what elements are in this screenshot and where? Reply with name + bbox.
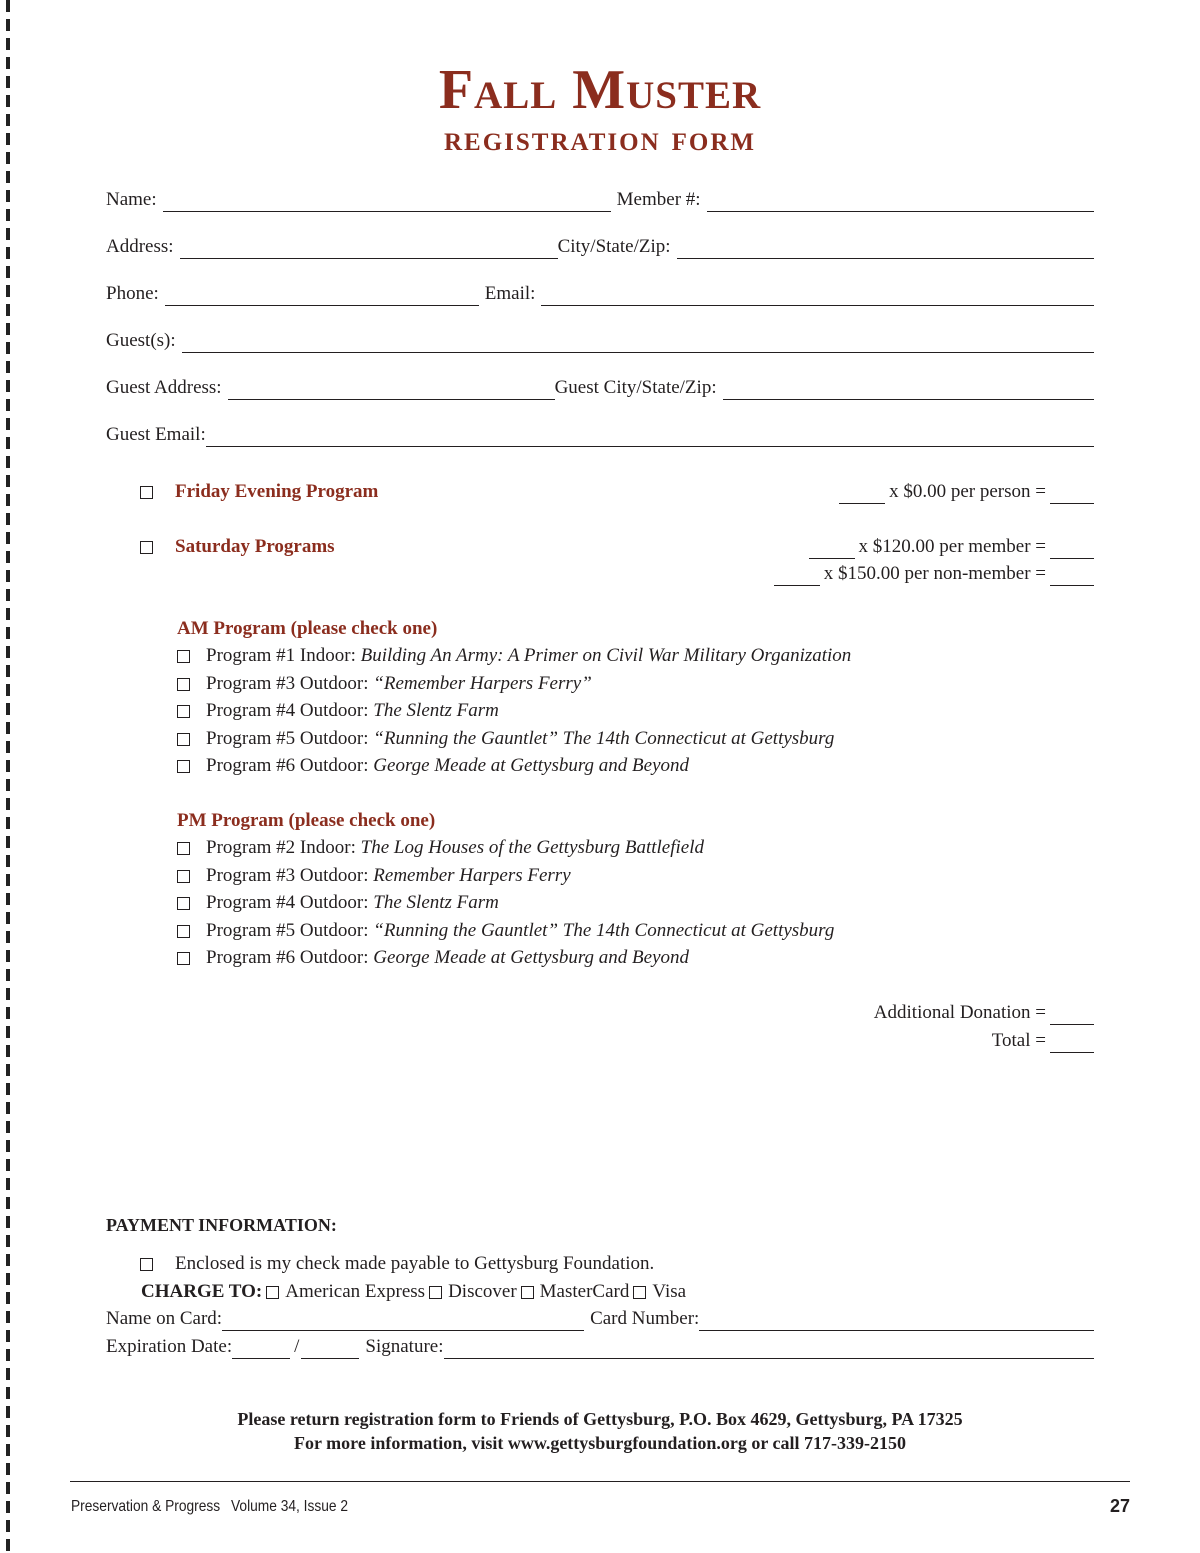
am-program-item: [177, 699, 499, 723]
am-program-title: The Slentz Farm: [373, 700, 499, 721]
guest-address-field[interactable]: [228, 382, 555, 400]
city-field[interactable]: [677, 241, 1094, 259]
donation-label: Additional Donation =: [873, 1002, 1046, 1023]
guests-row: [106, 327, 1094, 353]
am-program-title: “Remember Harpers Ferry”: [373, 673, 592, 694]
visa-label: Visa: [652, 1281, 687, 1302]
pm-program-checkbox[interactable]: [177, 842, 190, 855]
pm-program-item: [177, 891, 499, 915]
total-row: [992, 1029, 1094, 1053]
phone-label: Phone:: [106, 283, 159, 304]
address-field[interactable]: [180, 241, 558, 259]
address-row: [106, 233, 1094, 259]
pm-program-title: The Log Houses of the Gettysburg Battlefield: [360, 837, 704, 858]
more-info: For more information, visit www.gettysburgfoundation.org or call 717-339-2150: [294, 1433, 906, 1453]
discover-checkbox[interactable]: [429, 1286, 442, 1299]
member-label: Member #:: [616, 189, 701, 210]
am-program-prefix: Program #4 Outdoor:: [206, 700, 369, 721]
am-program-prefix: Program #5 Outdoor:: [206, 728, 369, 749]
visa-checkbox[interactable]: [633, 1286, 646, 1299]
name-label: Name:: [106, 189, 157, 210]
am-program-prefix: Program #3 Outdoor:: [206, 673, 369, 694]
pm-program-heading: PM Program (please check one): [177, 810, 436, 831]
friday-amount-field[interactable]: [1050, 486, 1094, 504]
saturday-checkbox[interactable]: [140, 541, 153, 554]
friday-option: [140, 480, 378, 504]
expiration-label: Expiration Date:: [106, 1336, 233, 1357]
member-field[interactable]: [707, 194, 1094, 212]
am-program-item: [177, 727, 834, 751]
expiration-year-field[interactable]: [301, 1341, 359, 1359]
am-program-item: [177, 754, 689, 778]
card-number-label: Card Number:: [590, 1308, 700, 1329]
am-program-title: Building An Army: A Primer on Civil War Military Organization: [360, 645, 852, 666]
signature-label: Signature:: [365, 1336, 444, 1357]
am-program-checkbox[interactable]: [177, 760, 190, 773]
name-field[interactable]: [163, 194, 611, 212]
saturday-member-qty-field[interactable]: [809, 541, 855, 559]
check-label: Enclosed is my check made payable to Gettysburg Foundation.: [175, 1253, 655, 1274]
city-label: City/State/Zip:: [557, 236, 671, 257]
am-program-checkbox[interactable]: [177, 650, 190, 663]
saturday-option: [140, 535, 335, 559]
name-row: [106, 186, 1094, 212]
friday-qty-field[interactable]: [839, 486, 885, 504]
card-number-field[interactable]: [699, 1313, 1094, 1331]
donation-row: [874, 1001, 1094, 1025]
saturday-member-price-row: [809, 535, 1094, 559]
return-address: Please return registration form to Friends of Gettysburg, P.O. Box 4629, Gettysburg, PA 17325: [237, 1409, 963, 1429]
footer-rule: [70, 1481, 1130, 1482]
card-row: [106, 1305, 1094, 1331]
pm-program-item: [177, 864, 571, 888]
phone-field[interactable]: [165, 288, 479, 306]
mastercard-checkbox[interactable]: [521, 1286, 534, 1299]
charge-row: [141, 1280, 686, 1304]
expiration-row: [106, 1333, 1094, 1359]
saturday-nonmember-price-label: x $150.00 per non-member =: [823, 563, 1046, 584]
guest-address-row: [106, 374, 1094, 400]
pm-program-title: The Slentz Farm: [373, 892, 499, 913]
check-option: [140, 1252, 654, 1276]
total-field[interactable]: [1050, 1035, 1094, 1053]
pm-program-title: “Running the Gauntlet” The 14th Connecticut at Gettysburg: [373, 920, 835, 941]
guest-address-label: Guest Address:: [106, 377, 222, 398]
am-program-checkbox[interactable]: [177, 733, 190, 746]
friday-price-row: [839, 480, 1094, 504]
saturday-label: Saturday Programs: [175, 536, 335, 557]
signature-field[interactable]: [444, 1341, 1095, 1359]
address-label: Address:: [106, 236, 174, 257]
pm-program-prefix: Program #5 Outdoor:: [206, 920, 369, 941]
saturday-member-price-label: x $120.00 per member =: [858, 536, 1046, 557]
guest-email-field[interactable]: [206, 429, 1094, 447]
amex-label: American Express: [285, 1281, 426, 1302]
pm-program-title: George Meade at Gettysburg and Beyond: [373, 947, 689, 968]
pm-program-item: [177, 836, 704, 860]
saturday-nonmember-amount-field[interactable]: [1050, 568, 1094, 586]
mastercard-label: MasterCard: [539, 1281, 630, 1302]
am-program-item: [177, 672, 592, 696]
name-on-card-label: Name on Card:: [106, 1308, 223, 1329]
payment-heading: PAYMENT INFORMATION:: [106, 1215, 337, 1235]
email-field[interactable]: [541, 288, 1094, 306]
donation-field[interactable]: [1050, 1007, 1094, 1025]
guest-city-field[interactable]: [723, 382, 1094, 400]
pm-program-item: [177, 919, 834, 943]
guest-city-label: Guest City/State/Zip:: [554, 377, 717, 398]
amex-checkbox[interactable]: [266, 1286, 279, 1299]
pm-program-checkbox[interactable]: [177, 952, 190, 965]
pm-program-prefix: Program #2 Indoor:: [206, 837, 356, 858]
guests-field[interactable]: [182, 335, 1094, 353]
pm-program-checkbox[interactable]: [177, 925, 190, 938]
pm-program-prefix: Program #6 Outdoor:: [206, 947, 369, 968]
publication-name: Preservation & Progress: [71, 1498, 221, 1515]
am-program-title: “Running the Gauntlet” The 14th Connecticut at Gettysburg: [373, 728, 835, 749]
am-program-item: [177, 644, 851, 668]
saturday-nonmember-price-row: [774, 562, 1094, 586]
pm-program-item: [177, 946, 689, 970]
expiration-slash: /: [294, 1336, 300, 1357]
check-checkbox[interactable]: [140, 1258, 153, 1271]
perforation-edge: [6, 0, 10, 1553]
pm-program-checkbox[interactable]: [177, 897, 190, 910]
friday-label: Friday Evening Program: [175, 481, 379, 502]
issue-label: Volume 34, Issue 2: [231, 1498, 349, 1515]
email-label: Email:: [484, 283, 536, 304]
charge-label: CHARGE TO:: [141, 1281, 263, 1302]
friday-checkbox[interactable]: [140, 486, 153, 499]
am-program-checkbox[interactable]: [177, 705, 190, 718]
saturday-nonmember-qty-field[interactable]: [774, 568, 820, 586]
page-number: 27: [1109, 1496, 1130, 1516]
am-program-prefix: Program #1 Indoor:: [206, 645, 356, 666]
pm-program-title: Remember Harpers Ferry: [373, 865, 571, 886]
expiration-month-field[interactable]: [232, 1341, 290, 1359]
am-program-checkbox[interactable]: [177, 678, 190, 691]
page-title: Fall Muster: [438, 59, 762, 121]
discover-label: Discover: [448, 1281, 517, 1302]
total-label: Total =: [991, 1030, 1046, 1051]
pm-program-prefix: Program #3 Outdoor:: [206, 865, 369, 886]
pm-program-checkbox[interactable]: [177, 870, 190, 883]
name-on-card-field[interactable]: [222, 1313, 584, 1331]
page-subtitle: registration form: [443, 118, 756, 158]
guest-email-label: Guest Email:: [106, 424, 206, 445]
guests-label: Guest(s):: [106, 330, 176, 351]
am-program-heading: AM Program (please check one): [177, 618, 438, 639]
pm-program-prefix: Program #4 Outdoor:: [206, 892, 369, 913]
guest-email-row: [106, 421, 1094, 447]
am-program-prefix: Program #6 Outdoor:: [206, 755, 369, 776]
saturday-member-amount-field[interactable]: [1050, 541, 1094, 559]
friday-price-label: x $0.00 per person =: [889, 481, 1046, 502]
phone-row: [106, 280, 1094, 306]
am-program-title: George Meade at Gettysburg and Beyond: [373, 755, 689, 776]
